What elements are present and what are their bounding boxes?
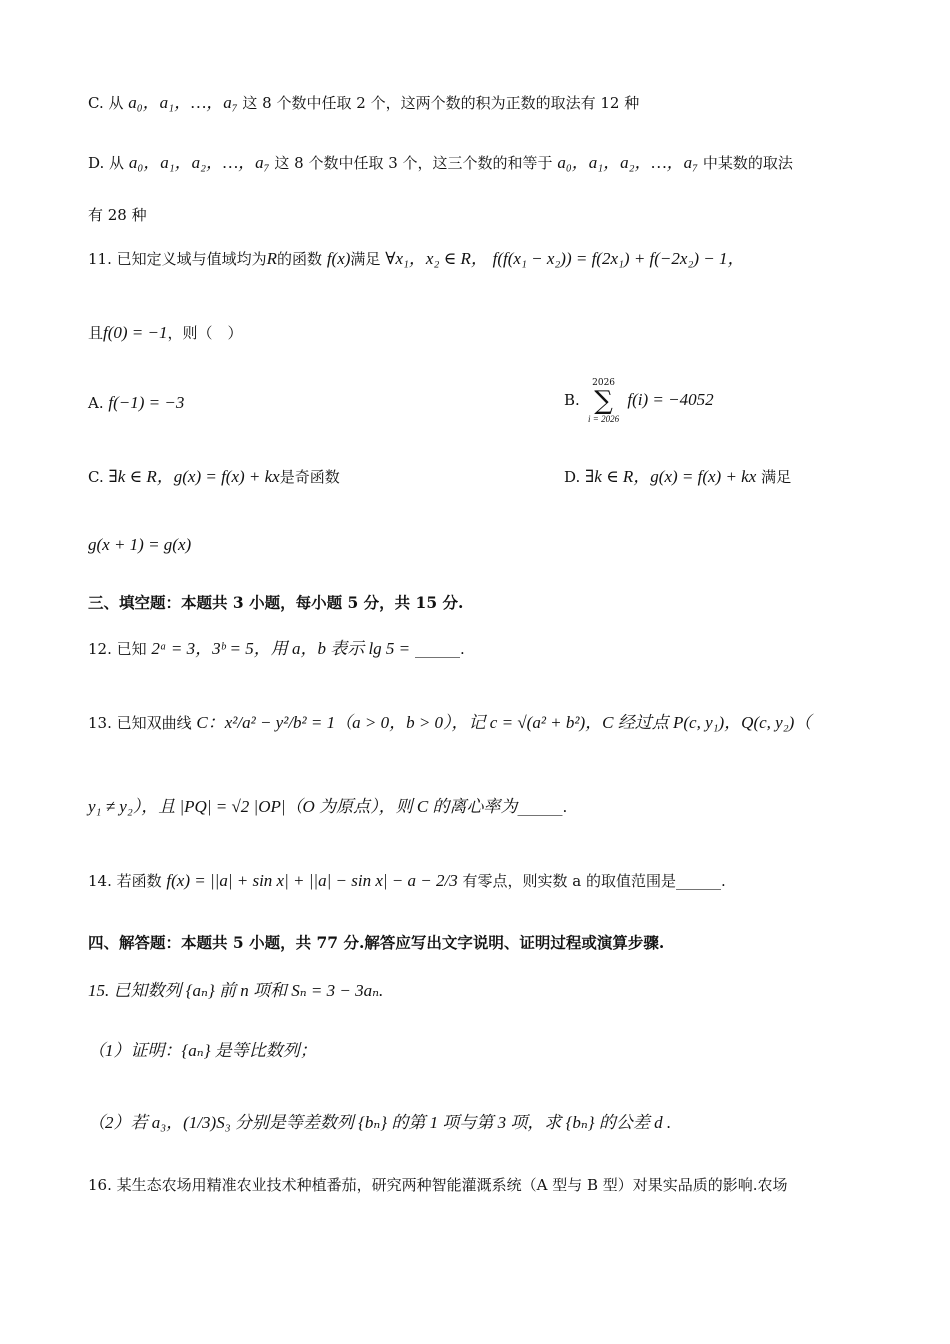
answer-blank: ______. <box>414 640 465 658</box>
option-d-cont: g(x + 1) = g(x) <box>88 535 192 554</box>
math-a-sequence-2: a₀，a₁，a₂，…，a₇ <box>557 153 699 172</box>
section-3-title: 三、填空题：本题共 3 小题，每小题 5 分，共 15 分. <box>88 593 464 612</box>
answer-blank: ______. <box>517 798 568 816</box>
question-15-part-2: （2）若 a₃，(1/3)S₃ 分别是等差数列 {bₙ} 的第 1 项与第 3 项，求 {bₙ} 的公差 d . <box>88 1113 672 1132</box>
question-13: 13. 已知双曲线 C：x²/a² − y²/b² = 1（a > 0，b > 0），记 c = √(a² + b²)，C 经过点 P(c, y₁)，Q(c, y₂)（ <box>88 713 812 732</box>
option-c-q10: C. 从 a₀，a₁，…，a₇ 这 8 个数中任取 2 个，这两个数的积为正数的取法有 12 种 <box>88 93 640 112</box>
question-11-options-cd <box>88 466 890 488</box>
section-4-title: 四、解答题：本题共 5 小题，共 77 分.解答应写出文字说明、证明过程或演算步骤. <box>88 933 665 952</box>
functional-equation: f(f(x₁ − x₂)) = f(2x₁) + f(−2x₂) − 1， <box>492 249 745 268</box>
option-b: B. 2026 ∑ i = 2026 f(i) = −4052 <box>564 378 714 424</box>
question-16-stem: 16. 某生态农场用精准农业技术种植番茄，研究两种智能灌溉系统（A 型与 B 型）对果实品质的影响.农场 <box>88 1176 788 1194</box>
summation-sign: 2026 ∑ i = 2026 <box>588 378 620 424</box>
question-13-cont: y₁ ≠ y₂），且 |PQ| = √2 |OP|（O 为原点），则 C 的离心率为______. <box>88 797 568 816</box>
question-15-part-1: （1）证明：{aₙ} 是等比数列； <box>88 1041 317 1060</box>
option-d-q10: D. 从 a₀，a₁，a₂，…，a₇ 这 8 个数中任取 3 个，这三个数的和等于 a₀，a₁，a₂，…，a₇ 中某数的取法 <box>88 153 793 172</box>
answer-blank: ______. <box>675 872 726 890</box>
question-11-stem: 11. 已知定义域与值域均为R的函数 f(x)满足 ∀x₁，x₂ ∈ R， f(f(x₁ − x₂)) = f(2x₁) + f(−2x₂) − 1， <box>88 249 745 268</box>
option-d-q10-cont: 有 28 种 <box>88 206 147 224</box>
math-a-sequence: a₀，a₁，…，a₇ <box>128 93 238 112</box>
question-11-condition: 且f(0) = −1，则（ ） <box>88 323 243 342</box>
option-a: A. f(−1) = −3 <box>88 393 185 412</box>
math-a-sequence-1: a₀，a₁，a₂，…，a₇ <box>128 153 270 172</box>
option-d: D. ∃k ∈ R，g(x) = f(x) + kx 满足 <box>564 467 792 486</box>
question-14: 14. 若函数 f(x) = ||a| + sin x| + ||a| − sin x| − a − 2/3 有零点，则实数 a 的取值范围是______. <box>88 871 726 890</box>
option-c: C. ∃k ∈ R，g(x) = f(x) + kx是奇函数 <box>88 467 340 486</box>
question-12: 12. 已知 2ᵃ = 3，3ᵇ = 5，用 a，b 表示 lg 5 = ______. <box>88 639 465 658</box>
question-15-stem: 15. 已知数列 {aₙ} 前 n 项和 Sₙ = 3 − 3aₙ. <box>88 981 384 1000</box>
question-11-options-ab <box>88 378 890 424</box>
